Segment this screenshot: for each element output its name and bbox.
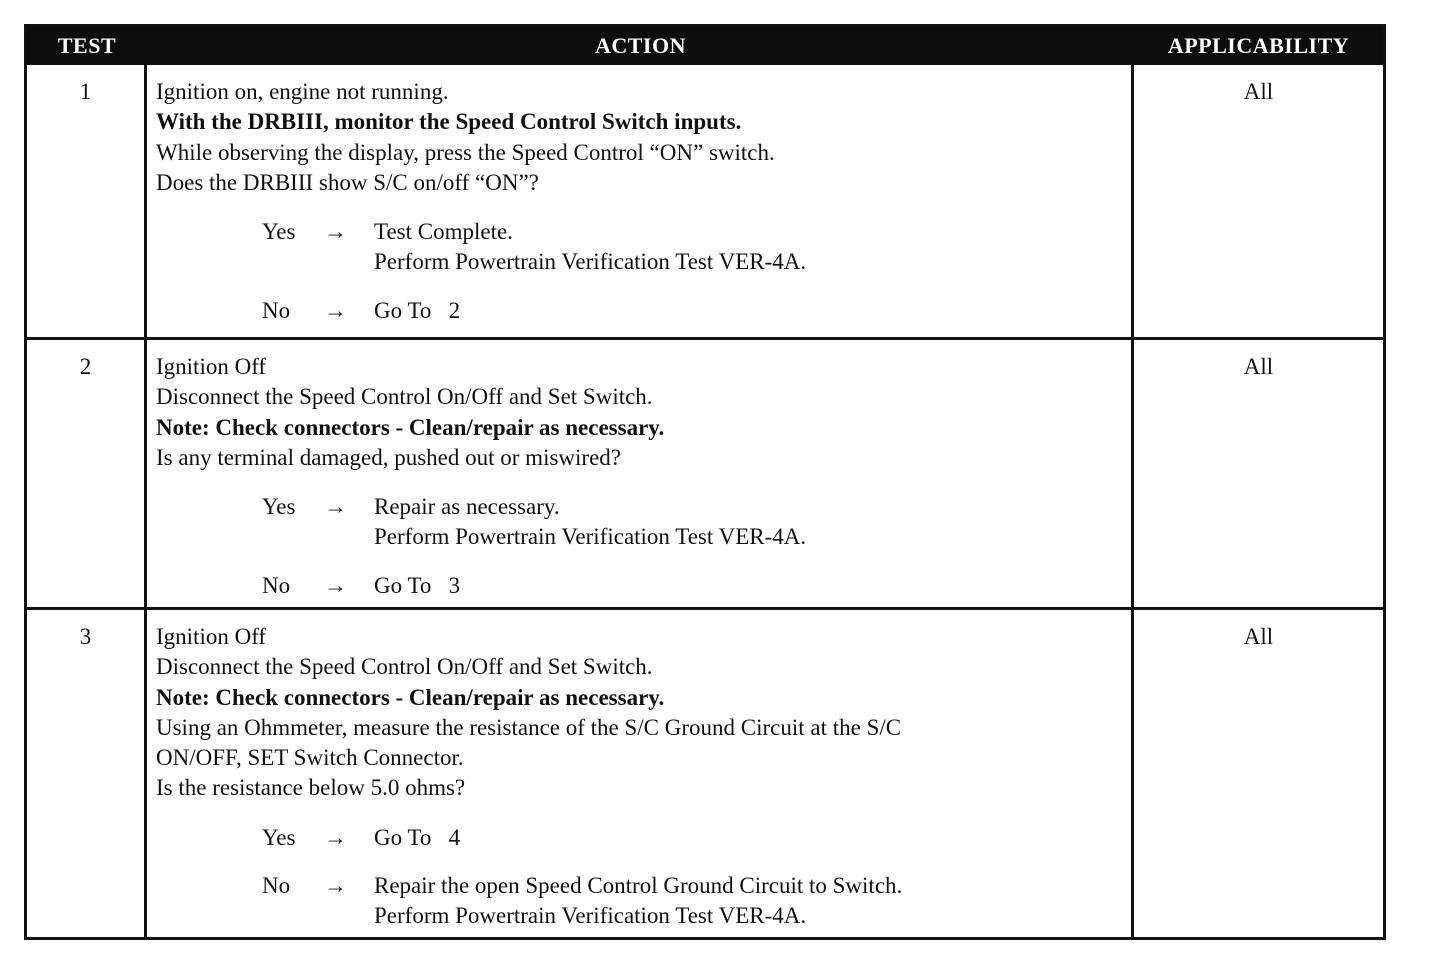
result-text (374, 492, 806, 553)
result-text (374, 296, 460, 326)
test-number: 3 (27, 607, 147, 937)
result-line: Go To 2 (374, 297, 461, 323)
result-list (262, 217, 1123, 326)
result-list (262, 823, 1123, 932)
result-line: Go To 3 (374, 572, 461, 598)
result-text (374, 823, 460, 853)
header-applicability: APPLICABILITY (1134, 27, 1383, 65)
applicability-cell: All (1134, 607, 1383, 937)
result-yes (262, 492, 1123, 553)
result-text (374, 217, 806, 278)
result-yes (262, 217, 1123, 278)
action-line: Note: Check connectors - Clean/repair as necessary. (156, 414, 665, 440)
arrow-right-icon: → (324, 824, 347, 850)
header-action: ACTION (147, 27, 1134, 65)
result-label: No (262, 873, 291, 899)
result-yes (262, 823, 1123, 853)
action-line: Is any terminal damaged, pushed out or miswired? (156, 444, 621, 470)
action-line: Disconnect the Speed Control On/Off and Set Switch. (156, 384, 653, 410)
action-cell (147, 337, 1134, 607)
applicability-cell: All (1134, 337, 1383, 607)
result-line: Repair as necessary. (374, 494, 560, 520)
result-label: Yes (262, 824, 296, 850)
test-number: 2 (27, 337, 147, 607)
result-text (374, 571, 460, 601)
arrow-right-icon: → (324, 572, 347, 598)
result-list (262, 492, 1123, 601)
result-line: Test Complete. (374, 219, 513, 245)
action-cell (147, 607, 1134, 937)
result-label: No (262, 572, 291, 598)
action-line: While observing the display, press the Speed Control “ON” switch. (156, 139, 775, 165)
action-line: Is the resistance below 5.0 ohms? (156, 775, 466, 801)
action-line: Does the DRBIII show S/C on/off “ON”? (156, 169, 539, 195)
diagnostic-test-table (24, 24, 1386, 940)
result-line: Go To 4 (374, 824, 461, 850)
result-no (262, 571, 1123, 601)
result-label: Yes (262, 219, 296, 245)
action-line: Using an Ohmmeter, measure the resistance of the S/C Ground Circuit at the S/C (156, 714, 902, 740)
result-no (262, 871, 1123, 932)
action-line: With the DRBIII, monitor the Speed Control Switch inputs. (156, 109, 742, 135)
action-line: ON/OFF, SET Switch Connector. (156, 745, 464, 771)
arrow-right-icon: → (324, 494, 347, 520)
result-line: Perform Powertrain Verification Test VER-4A. (374, 524, 807, 550)
result-label: Yes (262, 494, 296, 520)
action-line: Ignition on, engine not running. (156, 79, 449, 104)
result-no (262, 296, 1123, 326)
test-number: 1 (27, 65, 147, 337)
result-text (374, 871, 902, 932)
result-line: Perform Powertrain Verification Test VER-4A. (374, 249, 807, 275)
header-test: TEST (27, 27, 147, 65)
result-label: No (262, 297, 291, 323)
action-line: Disconnect the Speed Control On/Off and Set Switch. (156, 654, 653, 680)
action-cell (147, 65, 1134, 337)
arrow-right-icon: → (324, 873, 347, 899)
result-line: Repair the open Speed Control Ground Circuit to Switch. (374, 873, 903, 899)
action-line: Ignition Off (156, 354, 267, 379)
arrow-right-icon: → (324, 297, 347, 323)
action-line: Note: Check connectors - Clean/repair as necessary. (156, 684, 665, 710)
applicability-cell: All (1243, 79, 1274, 104)
result-line: Perform Powertrain Verification Test VER-4A. (374, 903, 807, 929)
arrow-right-icon: → (324, 219, 347, 245)
action-line: Ignition Off (156, 624, 267, 649)
